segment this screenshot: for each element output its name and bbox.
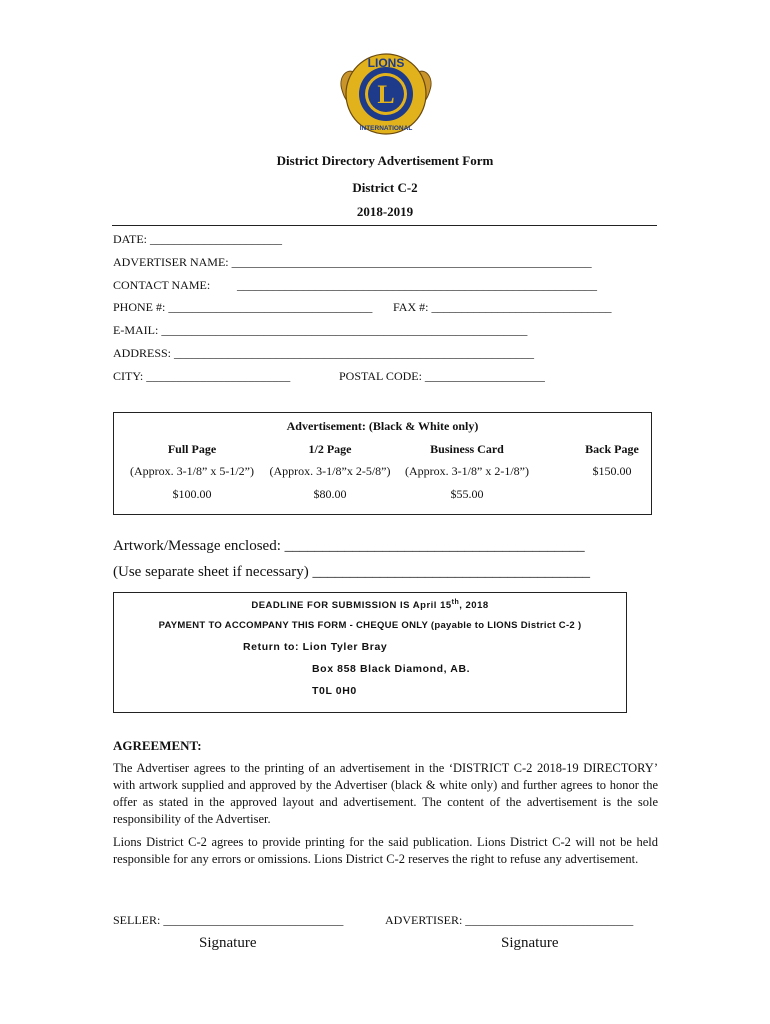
logo-top-text: LIONS [367,56,405,70]
seller-signature-caption: Signature [199,935,257,951]
full-page-size: (Approx. 3-1/8” x 5-1/2”) [130,464,254,478]
full-page-option[interactable]: Full Page [167,442,217,456]
back-page-option[interactable]: Back Page [585,442,639,456]
artwork-enclosed-field[interactable]: Artwork/Message enclosed: ________________________________________ [113,538,585,554]
district-label: District C-2 [352,180,418,195]
half-page-option[interactable]: 1/2 Page [308,442,352,456]
return-address-line1: Box 858 Black Diamond, AB. [312,663,471,675]
phone-field[interactable]: PHONE #: __________________________________ [113,300,373,314]
return-address-line2: T0L 0H0 [312,685,357,697]
fax-field[interactable]: FAX #: ______________________________ [393,300,612,314]
contact-name-field[interactable]: ____________________________________________________________ [237,278,597,292]
date-field[interactable]: DATE: ______________________ [113,232,282,246]
contact-name-label: CONTACT NAME: [113,278,211,292]
logo-letter: L [377,80,395,109]
agreement-heading: AGREEMENT: [113,738,202,753]
seller-signature-field[interactable]: SELLER: ______________________________ [113,913,344,927]
email-field[interactable]: E-MAIL: _____________________________________________________________ [113,323,528,337]
address-field[interactable]: ADDRESS: ____________________________________________________________ [113,346,535,360]
deadline-superscript: th [451,599,460,606]
separate-sheet-field[interactable]: (Use separate sheet if necessary) _____________________________________ [113,564,590,580]
agreement-paragraph-2: Lions District C-2 agrees to provide printing for the said publication. Lions District C-2 will not be held responsible for any errors or omissions. Lions District C-2 reserves the right to refuse any advertisement. [113,835,658,866]
return-to-text: Return to: Lion Tyler Bray [243,641,388,653]
logo-bottom-text: INTERNATIONAL [359,125,413,132]
postal-code-field[interactable]: POSTAL CODE: ____________________ [339,369,545,383]
business-card-price: $55.00 [450,487,484,501]
advertisement-heading: Advertisement: (Black & White only) [286,419,479,433]
advertiser-name-field[interactable]: ADVERTISER NAME: ____________________________________________________________ [113,255,592,269]
form-title: District Directory Advertisement Form [276,153,494,168]
half-page-price: $80.00 [313,487,347,501]
advertiser-signature-caption: Signature [501,935,559,951]
lions-international-logo [336,48,436,140]
business-card-size: (Approx. 3-1/8” x 2-1/8”) [405,464,529,478]
business-card-option[interactable]: Business Card [430,442,504,456]
half-page-size: (Approx. 3-1/8”x 2-5/8”) [269,464,391,478]
advertiser-signature-field[interactable]: ADVERTISER: ____________________________ [385,913,634,927]
city-field[interactable]: CITY: ________________________ [113,369,291,383]
agreement-paragraph-1: The Advertiser agrees to the printing of an advertisement in the ‘DISTRICT C-2 2018-19 DIRECTORY’ with artwork supplied and approved by the Advertiser (black & white only) and further agrees to honor the offer as stated in the approved layout and advertisement. The content of the advertisement is the sole responsibility of the Advertiser. [113,761,658,826]
payment-text: PAYMENT TO ACCOMPANY THIS FORM - CHEQUE ONLY (payable to LIONS District C-2 ) [158,620,582,631]
header-divider [112,225,657,226]
deadline-text: DEADLINE FOR SUBMISSION IS April 15th, 2018 [251,599,489,612]
year-label: 2018-2019 [356,204,414,219]
full-page-price: $100.00 [172,487,212,501]
back-page-price: $150.00 [592,464,632,478]
